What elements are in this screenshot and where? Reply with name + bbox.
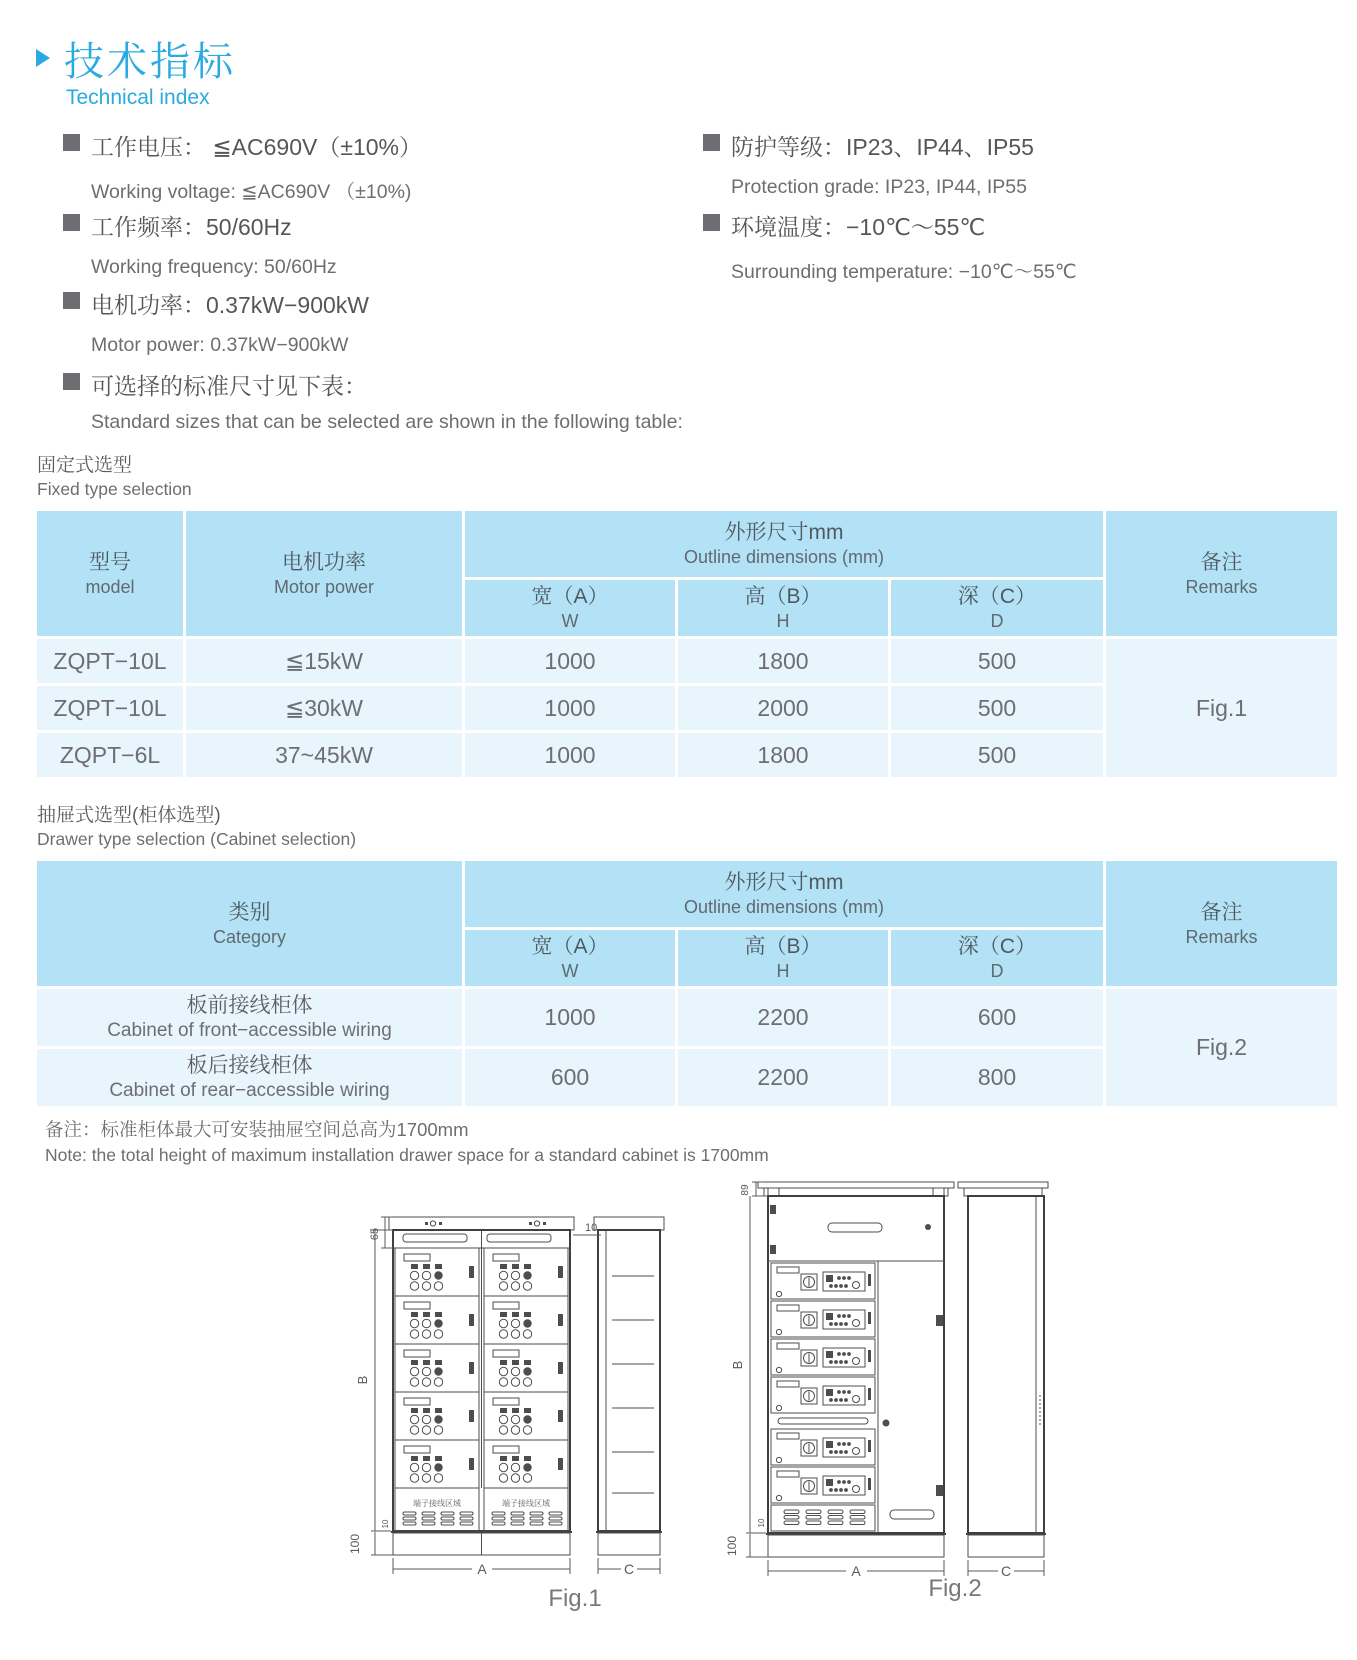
fig1-dim-b-label: B [355,1375,370,1385]
bullet-square-icon [63,373,80,390]
col-header-model-en: model [85,576,135,597]
spec-en-text: Standard sizes that can be selected are shown in the following table: [91,411,683,433]
bullet-square-icon [703,214,720,231]
table-note-zh: 备注：标准柜体最大可安装抽屉空间总高为1700mm [45,1119,469,1140]
cell-power: ≦30kW [186,686,462,730]
fig1-caption: Fig.1 [548,1585,602,1612]
cell-power: 37~45kW [186,733,462,777]
table-note-en: Note: the total height of maximum installation drawer space for a standard cabinet is 1700mm [45,1145,769,1165]
bullet-square-icon [63,134,80,151]
fig2-dimensions [725,1182,1044,1579]
spec-en-text: Protection grade: IP23, IP44, IP55 [731,176,1027,198]
col-header-model [37,511,183,636]
fig1-terminal-area-label: 端子接线区域 [413,1499,461,1508]
spec-zh-text: 可选择的标准尺寸见下表： [91,373,367,399]
fig1-dim-a-label: A [477,1561,487,1577]
cell-width: 1000 [465,639,675,683]
cell-model: ZQPT−10L [37,639,183,683]
section-arrow-icon [36,49,50,67]
fig2-dim-c-label: C [1000,1563,1012,1579]
bullet-square-icon [703,134,720,151]
cell-height: 2200 [678,989,888,1046]
spec-en-text: Surrounding temperature: −10℃～55℃ [731,261,1077,283]
cell-width: 1000 [465,733,675,777]
fig1-dim-c-label: C [623,1561,635,1577]
col-header-height: 高（B） H [678,580,888,636]
cell-remark-fig1: Fig.1 [1106,639,1337,777]
spec-zh-text: 电机功率：0.37kW−900kW [91,292,369,318]
col-header-outline-dimensions [465,511,1103,577]
cell-height: 1800 [678,639,888,683]
drawer-type-table-wrap [34,858,1340,1109]
col-header-dims-zh: 外形尺寸mm [724,521,844,545]
cell-category: 板后接线柜体 Cabinet of rear−accessible wiring [37,1049,462,1106]
spec-ambient-temperature [703,209,1077,284]
cell-height: 2000 [678,686,888,730]
cell-height: 2200 [678,1049,888,1106]
cell-height: 1800 [678,733,888,777]
cell-depth: 500 [891,686,1103,730]
col-header-power-en: Motor power [273,576,375,597]
col-header-model-zh: 型号 [89,550,131,574]
fig2-dim-a-label: A [851,1563,861,1579]
col-header-remarks [1106,511,1337,636]
col-header-outline-dimensions: 外形尺寸mm Outline dimensions (mm) [465,861,1103,927]
drawer-type-table [34,858,1340,1109]
col-header-width: 宽（A） W [465,930,675,986]
cell-model: ZQPT−10L [37,686,183,730]
fig1-dim-10-small-label: 10 [381,1519,390,1529]
fig2-dim-b-label: B [730,1360,745,1370]
col-header-category-zh: 类别 [228,900,271,924]
cell-depth: 500 [891,733,1103,777]
spec-protection-grade [703,129,1034,199]
spec-zh-text: 工作频率：50/60Hz [91,214,292,240]
col-header-depth: 深（C） D [891,580,1103,636]
fig1-dim-10-label: 10 [585,1222,598,1234]
fig1-dim-100-label: 100 [348,1533,362,1555]
cell-width: 600 [465,1049,675,1106]
fig2-dim-89-label: 89 [740,1184,751,1196]
drawer-section-label-en: Drawer type selection (Cabinet selection) [37,829,357,849]
fixed-section-label-en: Fixed type selection [37,479,192,499]
col-header-dims-en: Outline dimensions (mm) [683,547,885,568]
fig2-side-view [958,1182,1048,1557]
fig2-dim-100-label: 100 [725,1535,739,1557]
bullet-square-icon [63,292,80,309]
col-header-remarks-zh: 备注 [1200,550,1243,574]
drawer-section-label-zh: 抽屉式选型(柜体选型) [37,805,221,826]
fig2-dim-10-small-label: 10 [757,1518,766,1528]
cell-depth: 800 [891,1049,1103,1106]
cell-width: 1000 [465,686,675,730]
fixed-type-table [34,508,1340,780]
cell-width: 1000 [465,989,675,1046]
table-row [37,989,1337,1046]
fig2-technical-drawing [720,1165,1065,1585]
col-header-power-zh: 电机功率 [282,550,366,574]
cell-depth: 600 [891,989,1103,1046]
fixed-section-label-zh: 固定式选型 [37,455,133,476]
cell-category: 板前接线柜体 Cabinet of front−accessible wiring [37,989,462,1046]
spec-standard-sizes-intro [63,368,683,434]
table-row [37,639,1337,683]
spec-motor-power [63,287,369,357]
fig1-terminal-area-label: 端子接线区域 [502,1499,550,1508]
col-header-category [37,861,462,986]
spec-zh-text: 工作电压： ≦AC690V（±10%） [91,134,422,160]
col-header-category-en: Category [212,926,287,947]
cell-model: ZQPT−6L [37,733,183,777]
fig2-front-view [758,1182,954,1557]
fig1-front-view [389,1217,574,1555]
col-header-depth: 深（C） D [891,930,1103,986]
page-title-zh: 技术指标 [64,40,236,84]
fixed-type-table-wrap [34,508,1340,780]
col-header-width: 宽（A） W [465,580,675,636]
spec-working-frequency [63,209,337,279]
fig2-caption: Fig.2 [928,1575,982,1602]
col-header-remarks: 备注 Remarks [1106,861,1337,986]
page-title-en: Technical index [66,86,210,109]
cell-power: ≦15kW [186,639,462,683]
spec-zh-text: 环境温度：−10℃～55℃ [731,214,986,240]
fig1-dim-65-label: 65 [369,1227,381,1241]
col-header-motor-power [186,511,462,636]
col-header-height: 高（B） H [678,930,888,986]
cell-remark-fig2: Fig.2 [1106,989,1337,1106]
fig1-side-view [594,1217,664,1555]
col-header-remarks-en: Remarks [1185,576,1258,597]
spec-working-voltage [63,129,422,204]
fig1-technical-drawing [345,1198,685,1583]
bullet-square-icon [63,214,80,231]
spec-en-text: Working voltage: ≦AC690V （±10%) [91,181,412,203]
spec-en-text: Motor power: 0.37kW−900kW [91,334,349,356]
cell-depth: 500 [891,639,1103,683]
spec-zh-text: 防护等级：IP23、IP44、IP55 [731,134,1034,160]
spec-en-text: Working frequency: 50/60Hz [91,256,337,278]
